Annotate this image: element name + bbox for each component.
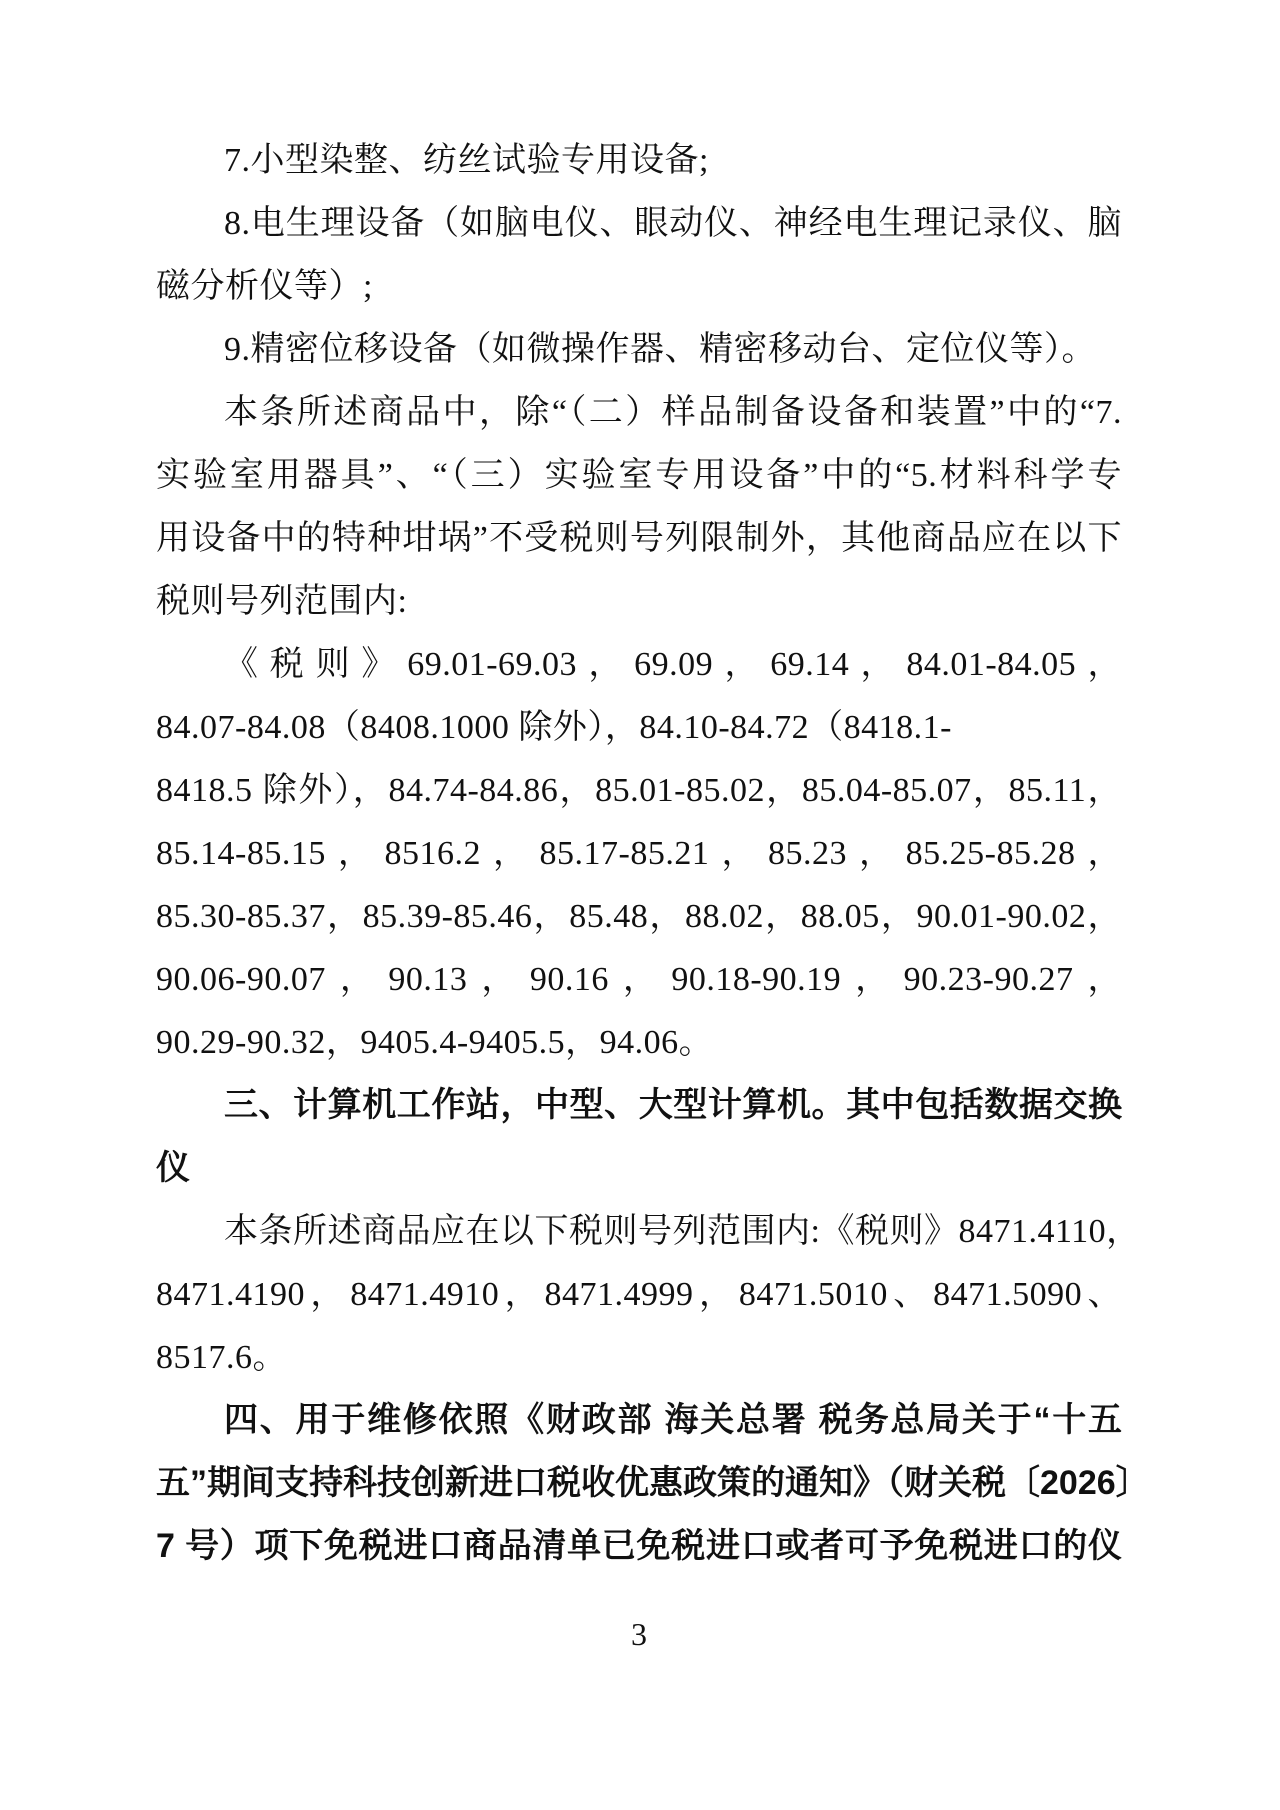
tariff-codes-line: 85.14-85.15，8516.2，85.17-85.21，85.23，85.25-85.28， (156, 835, 1122, 872)
page-number: 3 (631, 1616, 647, 1652)
tariff-codes-line: 85.30-85.37，85.39-85.46，85.48，88.02，88.05，90.01-90.02， (156, 898, 1122, 935)
tariff-codes-line: 90.06-90.07，90.13，90.16，90.18-90.19，90.23-90.27， (156, 961, 1122, 998)
tariff-codes-line: 84.07-84.08（8408.1000 除外），84.10-84.72（8418.1- (156, 709, 952, 746)
section-heading-line: 五”期间支持科技创新进口税收优惠政策的通知》（财关税〔2026〕 (156, 1464, 1150, 1502)
section-heading-line: 三、计算机工作站，中型、大型计算机。其中包括数据交换 (224, 1086, 1122, 1124)
section-heading-line: 仪 (156, 1149, 190, 1187)
tariff-codes-line: 8471.4190，8471.4910，8471.4999，8471.5010、8471.5090、 (156, 1276, 1122, 1313)
text-line: 用设备中的特种坩埚”不受税则号列限制外，其他商品应在以下 (156, 520, 1122, 557)
tariff-codes-line: 8418.5 除外），84.74-84.86，85.01-85.02，85.04-85.07，85.11， (156, 772, 1122, 809)
text-line: 磁分析仪等）; (156, 268, 373, 305)
text-line: 8.电生理设备（如脑电仪、眼动仪、神经电生理记录仪、脑 (224, 205, 1122, 242)
tariff-codes-line: 90.29-90.32，9405.4-9405.5，94.06。 (156, 1024, 714, 1061)
tariff-codes-line: 8517.6。 (156, 1339, 287, 1376)
text-line: 本条所述商品应在以下税则号列范围内:《税则》8471.4110， (224, 1213, 1141, 1250)
tariff-codes-line: 《税则》69.01-69.03，69.09，69.14，84.01-84.05， (224, 646, 1122, 683)
document-body (156, 129, 1150, 1666)
text-line: 实验室用器具”、“（三）实验室专用设备”中的“5.材料科学专 (156, 457, 1122, 494)
section-heading-line: 四、用于维修依照《财政部 海关总署 税务总局关于“十五 (224, 1401, 1122, 1439)
text-line: 7.小型染整、纺丝试验专用设备; (224, 142, 709, 179)
text-line: 税则号列范围内: (156, 583, 408, 620)
section-heading-line: 7 号）项下免税进口商品清单已免税进口或者可予免税进口的仪 (156, 1527, 1122, 1565)
text-line: 本条所述商品中，除“（二）样品制备设备和装置”中的“7. (224, 394, 1122, 431)
text-line: 9.精密位移设备（如微操作器、精密移动台、定位仪等）。 (224, 331, 1096, 368)
